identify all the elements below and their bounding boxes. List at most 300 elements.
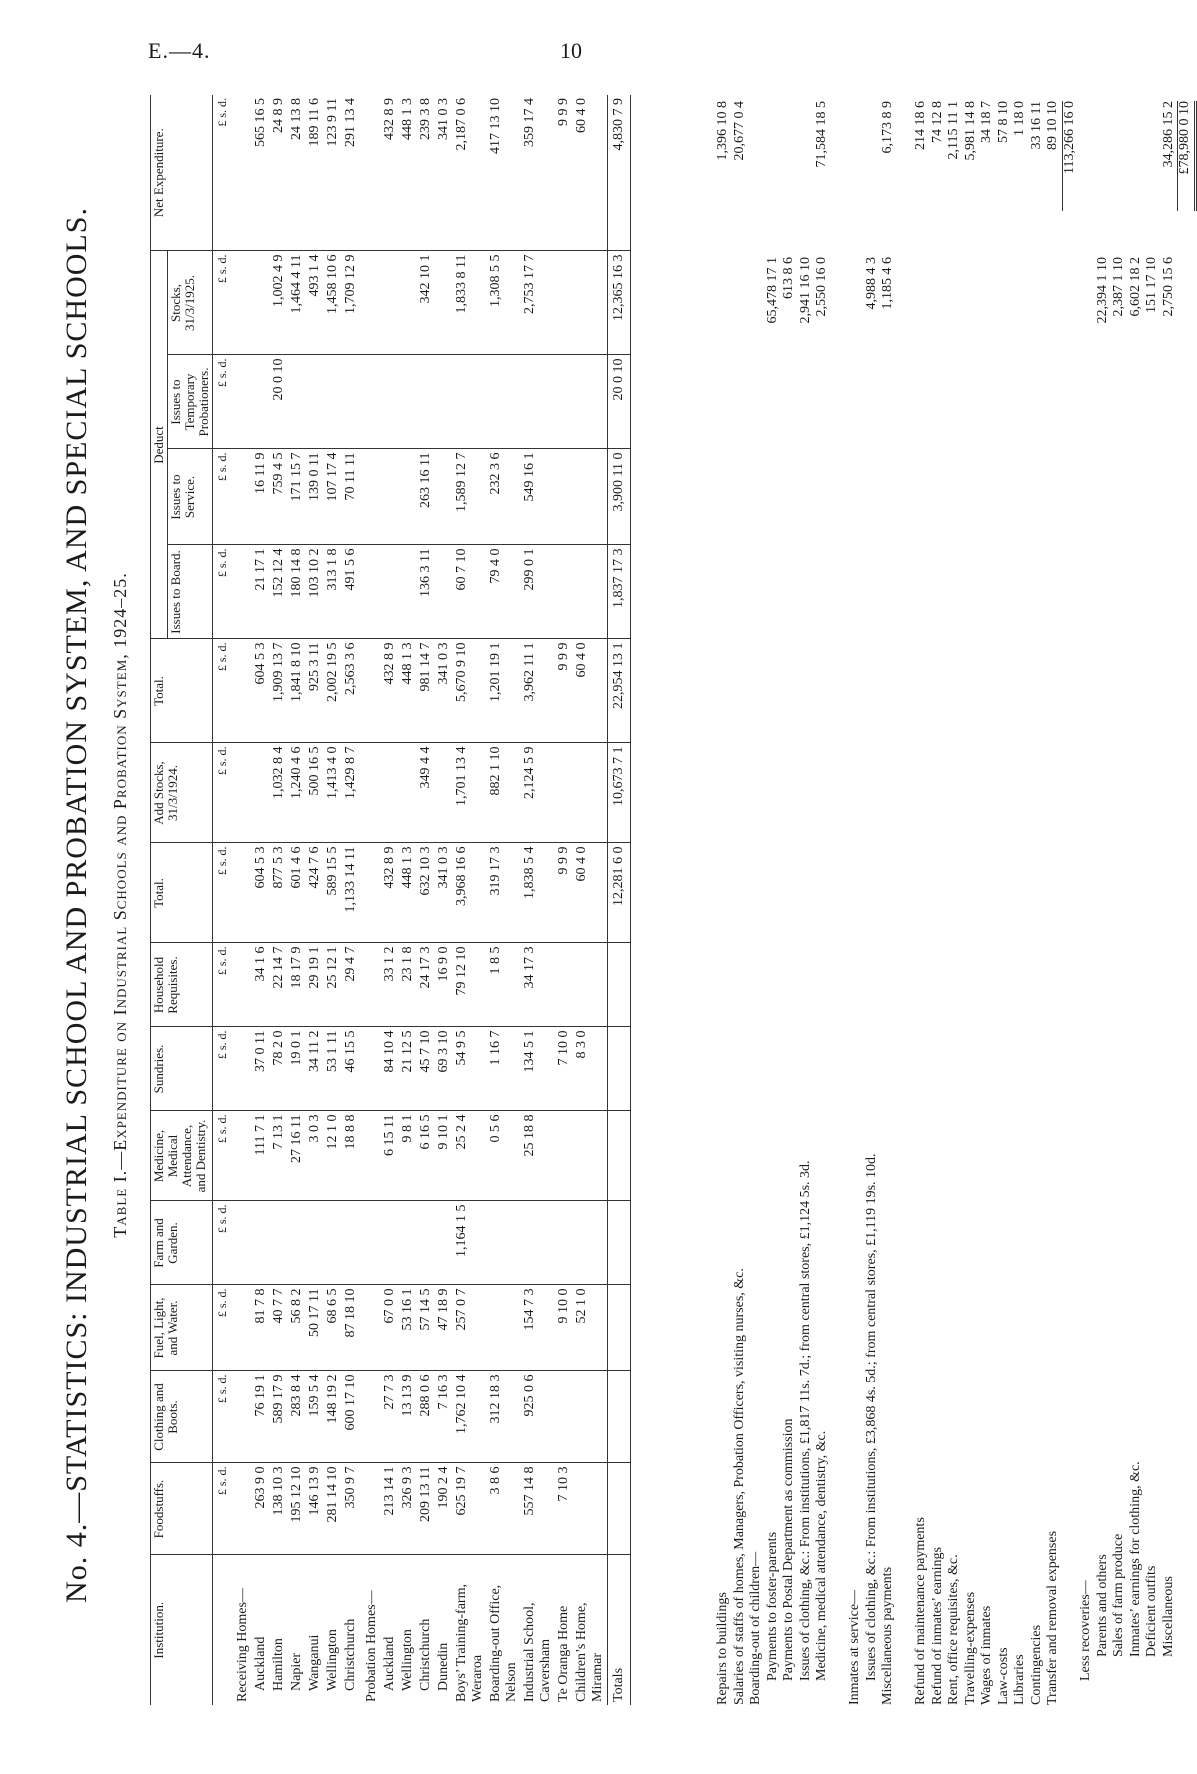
summary-subamount: 4,988 4 3: [863, 257, 879, 310]
amount-cell: 312 18 3: [487, 1371, 521, 1463]
totals-cell: 12,281 6 0: [608, 843, 631, 943]
institution-cell: Boys’ Training-farm, Weraroa: [454, 1584, 485, 1702]
summary-row: [946, 95, 963, 1705]
summary-amount: 33 16 11: [1028, 101, 1044, 150]
amount-cell: 448 1 3: [399, 95, 417, 251]
amount-cell: [306, 355, 324, 449]
amount-cell: 281 14 10: [324, 1463, 342, 1555]
summary-amount: 1 18 0: [1012, 101, 1027, 136]
amount-cell: 23 1 8: [399, 943, 417, 1027]
amount-cell: 350 9 7: [342, 1463, 360, 1555]
amount-cell: [324, 1201, 342, 1285]
amount-cell: 34 1 6: [252, 943, 270, 1027]
units-cell: £ s. d.: [213, 95, 232, 251]
amount-cell: 589 15 5: [324, 843, 342, 943]
amount-cell: [381, 355, 399, 449]
summary-row: [996, 95, 1013, 1705]
amount-cell: 84 10 4: [381, 1027, 399, 1111]
units-cell: £ s. d.: [213, 843, 232, 943]
column-header: Net Expenditure.: [151, 95, 213, 251]
table-row: [270, 95, 288, 1705]
amount-cell: 190 2 4: [435, 1463, 453, 1555]
amount-cell: 146 13 9: [306, 1463, 324, 1555]
summary-row: [963, 95, 980, 1705]
table-row: [252, 95, 270, 1705]
table-caption: Table I.—Expenditure on Industrial Schools and Probation System, 1924–25.: [110, 572, 130, 1238]
amount-cell: 299 0 1: [521, 545, 555, 639]
amount-cell: 493 1 4: [306, 251, 324, 355]
summary-subamount: 2,750 15 6: [1160, 257, 1176, 317]
summary-subamount: 1,185 4 6: [880, 257, 895, 310]
amount-cell: 500 16 5: [306, 743, 324, 843]
amount-cell: 9 9 9: [555, 95, 573, 251]
amount-cell: [360, 1201, 381, 1285]
totals-cell: [608, 1201, 631, 1285]
amount-cell: [231, 639, 252, 743]
amount-cell: [381, 449, 399, 545]
amount-cell: 1,838 5 4: [521, 843, 555, 943]
summary-label: Miscellaneous payments: [880, 1566, 895, 1705]
amount-cell: 1,709 12 9: [342, 251, 360, 355]
amount-cell: 9 8 1: [399, 1111, 417, 1201]
summary-label: Boarding-out of children—: [748, 1551, 763, 1705]
summary-row: [1128, 95, 1145, 1705]
totals-cell: 12,365 16 3: [608, 251, 631, 355]
amount-cell: [231, 1285, 252, 1371]
column-header: Total.: [151, 639, 213, 743]
totals-cell: 3,900 11 0: [608, 449, 631, 545]
amount-cell: [360, 743, 381, 843]
summary-amount: 57 8 10: [995, 101, 1011, 143]
amount-cell: [360, 843, 381, 943]
table-row: [487, 95, 521, 1705]
amount-cell: 27 16 11: [288, 1111, 306, 1201]
total-rule: [1177, 101, 1178, 211]
institution-cell: Boarding-out Office, Nelson: [488, 1584, 519, 1702]
amount-cell: [381, 1201, 399, 1285]
amount-cell: [435, 355, 453, 449]
column-header: Stocks, 31/3/1925.: [168, 251, 213, 355]
amount-cell: 1,464 4 11: [288, 251, 306, 355]
summary-label: Inmates’ earnings for clothing, &c.: [1127, 1461, 1143, 1657]
amount-cell: 87 18 10: [342, 1285, 360, 1371]
amount-cell: [555, 743, 573, 843]
summary-subamount: 6,602 18 2: [1127, 257, 1143, 317]
summary-subamount: 613 8 6: [781, 257, 796, 299]
units-cell: £ s. d.: [213, 355, 232, 449]
amount-cell: 22 14 7: [270, 943, 288, 1027]
summary-label: Payments to Postal Department as commission: [781, 1418, 796, 1681]
totals-cell: 1,837 17 3: [608, 545, 631, 639]
amount-cell: [453, 355, 487, 449]
summary-row: [880, 95, 897, 1705]
amount-cell: 25 2 4: [453, 1111, 487, 1201]
amount-cell: [487, 355, 521, 449]
amount-cell: [417, 1201, 435, 1285]
column-header: Sundries.: [151, 1027, 213, 1111]
amount-cell: 326 9 3: [399, 1463, 417, 1555]
amount-cell: [399, 449, 417, 545]
amount-cell: 24 13 8: [288, 95, 306, 251]
units-cell: £ s. d.: [213, 251, 232, 355]
amount-cell: [231, 1371, 252, 1463]
amount-cell: 341 0 3: [435, 95, 453, 251]
summary-row: [897, 95, 914, 1705]
summary-subamount: 2,941 16 10: [797, 257, 813, 324]
amount-cell: 154 7 3: [521, 1285, 555, 1371]
summary-amount: £78,980 0 10: [1177, 101, 1192, 175]
summary-label: Wages of inmates: [979, 1605, 994, 1705]
summary-label: Repairs to buildings: [715, 1592, 730, 1705]
amount-cell: [399, 355, 417, 449]
amount-cell: [252, 1201, 270, 1285]
amount-cell: 877 5 3: [270, 843, 288, 943]
amount-cell: 2,187 0 6: [453, 95, 487, 251]
amount-cell: [231, 251, 252, 355]
amount-cell: [360, 1371, 381, 1463]
amount-cell: 263 9 0: [252, 1463, 270, 1555]
amount-cell: 1,429 8 7: [342, 743, 360, 843]
amount-cell: 632 10 3: [417, 843, 435, 943]
expenditure-table: [150, 95, 631, 1705]
amount-cell: 9 9 9: [555, 639, 573, 743]
amount-cell: 9 9 9: [555, 843, 573, 943]
amount-cell: 60 4 0: [573, 843, 608, 943]
amount-cell: 60 4 0: [573, 95, 608, 251]
amount-cell: 263 16 11: [417, 449, 435, 545]
amount-cell: 7 13 1: [270, 1111, 288, 1201]
amount-cell: 50 17 11: [306, 1285, 324, 1371]
totals-cell: 22,954 13 1: [608, 639, 631, 743]
units-cell: £ s. d.: [213, 449, 232, 545]
amount-cell: [573, 1111, 608, 1201]
amount-cell: [521, 355, 555, 449]
amount-cell: 349 4 4: [417, 743, 435, 843]
totals-label: Totals: [608, 1555, 631, 1705]
units-cell: £ s. d.: [213, 1463, 232, 1555]
amount-cell: 24 17 3: [417, 943, 435, 1027]
amount-cell: [399, 1201, 417, 1285]
amount-cell: 78 2 0: [270, 1027, 288, 1111]
amount-cell: 18 17 9: [288, 943, 306, 1027]
amount-cell: [573, 251, 608, 355]
amount-cell: 432 8 9: [381, 843, 399, 943]
summary-label: Sales of farm produce: [1111, 1533, 1126, 1657]
amount-cell: 148 19 2: [324, 1371, 342, 1463]
amount-cell: 589 17 9: [270, 1371, 288, 1463]
amount-cell: 882 1 10: [487, 743, 521, 843]
amount-cell: 46 15 5: [342, 1027, 360, 1111]
amount-cell: 67 0 0: [381, 1285, 399, 1371]
summary-row: [930, 95, 947, 1705]
amount-cell: [231, 355, 252, 449]
institution-cell: Christchurch: [343, 1618, 358, 1691]
amount-cell: [342, 1201, 360, 1285]
amount-cell: 288 0 6: [417, 1371, 435, 1463]
summary-row: [1111, 95, 1128, 1705]
institution-cell: Wanganui: [307, 1634, 322, 1691]
amount-cell: [487, 1201, 521, 1285]
amount-cell: 604 5 3: [252, 843, 270, 943]
totals-cell: [608, 1285, 631, 1371]
summary-row: [732, 95, 749, 1705]
amount-cell: [231, 545, 252, 639]
amount-cell: 491 5 6: [342, 545, 360, 639]
summary-row: [798, 95, 815, 1705]
table-row: [324, 95, 342, 1705]
amount-cell: 136 3 11: [417, 545, 435, 639]
summary-amount: 20,677 0 4: [731, 101, 747, 161]
amount-cell: 759 4 5: [270, 449, 288, 545]
institution-cell: Napier: [289, 1652, 304, 1691]
amount-cell: 1 16 7: [487, 1027, 521, 1111]
amount-cell: [381, 743, 399, 843]
institution-cell: Hamilton: [271, 1638, 286, 1691]
amount-cell: 29 19 1: [306, 943, 324, 1027]
amount-cell: [555, 251, 573, 355]
amount-cell: [360, 95, 381, 251]
amount-cell: [381, 545, 399, 639]
amount-cell: [573, 1201, 608, 1285]
amount-cell: 3 8 6: [487, 1463, 521, 1555]
units-cell: £ s. d.: [213, 1285, 232, 1371]
summary-row: [1029, 95, 1046, 1705]
amount-cell: 2,002 19 5: [324, 639, 342, 743]
amount-cell: [231, 943, 252, 1027]
column-header: Issues to Service.: [168, 449, 213, 545]
summary-row: [1095, 95, 1112, 1705]
amount-cell: 19 0 1: [288, 1027, 306, 1111]
amount-cell: 8 3 0: [573, 1027, 608, 1111]
summary-amount: 34,286 15 2: [1160, 101, 1176, 168]
amount-cell: [573, 449, 608, 545]
summary-subamount: 22,394 1 10: [1094, 257, 1110, 324]
amount-cell: [231, 449, 252, 545]
summary-section: [715, 95, 1194, 1705]
institution-cell: Probation Homes—: [364, 1590, 379, 1702]
units-cell: £ s. d.: [213, 639, 232, 743]
amount-cell: 319 17 3: [487, 843, 521, 943]
summary-label: Less recoveries—: [1078, 1580, 1093, 1681]
summary-label: Payments to foster-parents: [764, 1531, 780, 1681]
summary-subamount: 2,387 1 10: [1111, 257, 1126, 317]
table-row: [573, 95, 608, 1705]
totals-cell: [608, 943, 631, 1027]
amount-cell: 152 12 4: [270, 545, 288, 639]
amount-cell: 159 5 4: [306, 1371, 324, 1463]
amount-cell: 123 9 11: [324, 95, 342, 251]
column-header: Foodstuffs.: [151, 1463, 213, 1555]
summary-subamount: 65,478 17 1: [764, 257, 780, 324]
amount-cell: [555, 545, 573, 639]
amount-cell: [555, 355, 573, 449]
amount-cell: 424 7 6: [306, 843, 324, 943]
table-row: [453, 95, 487, 1705]
amount-cell: [417, 355, 435, 449]
amount-cell: 432 8 9: [381, 95, 399, 251]
amount-cell: 1,458 10 6: [324, 251, 342, 355]
amount-cell: 1,201 19 1: [487, 639, 521, 743]
amount-cell: 625 19 7: [453, 1463, 487, 1555]
amount-cell: [399, 545, 417, 639]
amount-cell: [360, 639, 381, 743]
amount-cell: [573, 355, 608, 449]
summary-label: Issues of clothing, &c.: From institutions, £3,868 4s. 5d.; from central stores, £1,119 19s. 10d.: [863, 1153, 879, 1681]
amount-cell: 33 1 2: [381, 943, 399, 1027]
units-cell: £ s. d.: [213, 1111, 232, 1201]
amount-cell: [360, 1027, 381, 1111]
summary-amount: 214 18 6: [913, 101, 928, 150]
amount-cell: [399, 743, 417, 843]
amount-cell: 9 10 1: [435, 1111, 453, 1201]
amount-cell: [573, 943, 608, 1027]
institution-cell: Auckland: [253, 1636, 268, 1691]
summary-label: Salaries of staffs of homes, Managers, Probation Officers, visiting nurses, &c.: [731, 1268, 747, 1705]
amount-cell: [306, 1201, 324, 1285]
amount-cell: [381, 251, 399, 355]
amount-cell: 601 4 6: [288, 843, 306, 943]
amount-cell: 925 3 11: [306, 639, 324, 743]
amount-cell: [288, 355, 306, 449]
institution-cell: Te Oranga Home: [556, 1605, 571, 1702]
amount-cell: 107 17 4: [324, 449, 342, 545]
amount-cell: 34 17 3: [521, 943, 555, 1027]
amount-cell: 232 3 6: [487, 449, 521, 545]
amount-cell: [555, 1201, 573, 1285]
deduct-header-row: [151, 95, 168, 1705]
amount-cell: 291 13 4: [342, 95, 360, 251]
units-cell: £ s. d.: [213, 743, 232, 843]
column-header: Issues to Board.: [168, 545, 213, 639]
amount-cell: 7 10 0: [555, 1027, 573, 1111]
summary-label: Transfer and removal expenses: [1045, 1530, 1060, 1705]
column-header: Fuel, Light, and Water.: [151, 1285, 213, 1371]
summary-row: [748, 95, 765, 1705]
amount-cell: [231, 843, 252, 943]
amount-cell: 213 14 1: [381, 1463, 399, 1555]
amount-cell: 134 5 1: [521, 1027, 555, 1111]
amount-cell: [231, 1463, 252, 1555]
amount-cell: [573, 1371, 608, 1463]
amount-cell: 1,164 1 5: [453, 1201, 487, 1285]
amount-cell: 171 15 7: [288, 449, 306, 545]
summary-subamount: 151 17 10: [1144, 257, 1159, 313]
amount-cell: 1,833 8 11: [453, 251, 487, 355]
summary-label: Refund of inmates’ earnings: [929, 1547, 945, 1705]
summary-label: Miscellaneous: [1160, 1576, 1176, 1657]
table-row: [360, 95, 381, 1705]
summary-label: Medicine, medical attendance, dentistry, &c.: [814, 1430, 829, 1681]
amount-cell: [252, 743, 270, 843]
summary-amount: 89 10 10: [1045, 101, 1060, 150]
amount-cell: 7 10 3: [555, 1463, 573, 1555]
amount-cell: 341 0 3: [435, 843, 453, 943]
summary-row: [1012, 95, 1029, 1705]
amount-cell: [487, 1285, 521, 1371]
amount-cell: 6 15 11: [381, 1111, 399, 1201]
institution-cell: Dunedin: [436, 1642, 451, 1691]
column-header: Medicine, Medical Attendance, and Dentistry.: [151, 1111, 213, 1201]
amount-cell: [360, 943, 381, 1027]
institution-cell: Wellington: [400, 1629, 415, 1691]
amount-cell: 52 1 0: [573, 1285, 608, 1371]
summary-amount: 2,115 11 1: [946, 101, 961, 160]
total-rule: [1062, 101, 1063, 211]
units-row: [213, 95, 232, 1705]
amount-cell: 53 1 11: [324, 1027, 342, 1111]
units-cell: £ s. d.: [213, 1371, 232, 1463]
amount-cell: 16 11 9: [252, 449, 270, 545]
amount-cell: [270, 1201, 288, 1285]
amount-cell: 1,841 8 10: [288, 639, 306, 743]
amount-cell: [555, 943, 573, 1027]
table-row: [342, 95, 360, 1705]
amount-cell: [573, 743, 608, 843]
amount-cell: 341 0 3: [435, 639, 453, 743]
amount-cell: 13 13 9: [399, 1371, 417, 1463]
table-row: [555, 95, 573, 1705]
totals-cell: 20 0 10: [608, 355, 631, 449]
amount-cell: 3,962 11 1: [521, 639, 555, 743]
summary-amount: 34 18 7: [979, 101, 994, 143]
amount-cell: 2,753 17 7: [521, 251, 555, 355]
amount-cell: 600 17 10: [342, 1371, 360, 1463]
summary-row: [1062, 95, 1079, 1705]
amount-cell: 12 1 0: [324, 1111, 342, 1201]
amount-cell: [360, 1285, 381, 1371]
grand-total-double-rule: [1194, 101, 1197, 211]
summary-row: [864, 95, 881, 1705]
table-row: [521, 95, 555, 1705]
summary-row: [1045, 95, 1062, 1705]
totals-cell: 4,830 7 9: [608, 95, 631, 251]
amount-cell: 283 8 4: [288, 1371, 306, 1463]
amount-cell: [231, 1111, 252, 1201]
amount-cell: 70 11 11: [342, 449, 360, 545]
amount-cell: [360, 449, 381, 545]
summary-label: Deficient outfits: [1144, 1565, 1159, 1657]
amount-cell: [555, 1111, 573, 1201]
amount-cell: 60 7 10: [453, 545, 487, 639]
amount-cell: [288, 1201, 306, 1285]
institution-cell: Auckland: [382, 1636, 397, 1691]
amount-cell: 1,133 14 11: [342, 843, 360, 943]
summary-label: Rent, office requisites, &c.: [946, 1554, 961, 1705]
table-row: [417, 95, 435, 1705]
amount-cell: 7 16 3: [435, 1371, 453, 1463]
amount-cell: 557 14 8: [521, 1463, 555, 1555]
rotated-table-page: [60, 65, 1192, 1745]
summary-label: Refund of maintenance payments: [913, 1517, 928, 1705]
amount-cell: 27 7 3: [381, 1371, 399, 1463]
amount-cell: 20 0 10: [270, 355, 288, 449]
amount-cell: 448 1 3: [399, 639, 417, 743]
amount-cell: [231, 95, 252, 251]
summary-row: [814, 95, 831, 1705]
amount-cell: [573, 1463, 608, 1555]
amount-cell: 180 14 8: [288, 545, 306, 639]
amount-cell: 139 0 11: [306, 449, 324, 545]
summary-row: [715, 95, 732, 1705]
summary-row: [847, 95, 864, 1705]
units-cell: £ s. d.: [213, 1201, 232, 1285]
amount-cell: 76 19 1: [252, 1371, 270, 1463]
column-header: Issues to Temporary Probationers.: [168, 355, 213, 449]
column-header: Total.: [151, 843, 213, 943]
amount-cell: 925 0 6: [521, 1371, 555, 1463]
deduct-group-header: Deduct: [151, 251, 168, 639]
summary-label: Libraries: [1012, 1654, 1027, 1705]
